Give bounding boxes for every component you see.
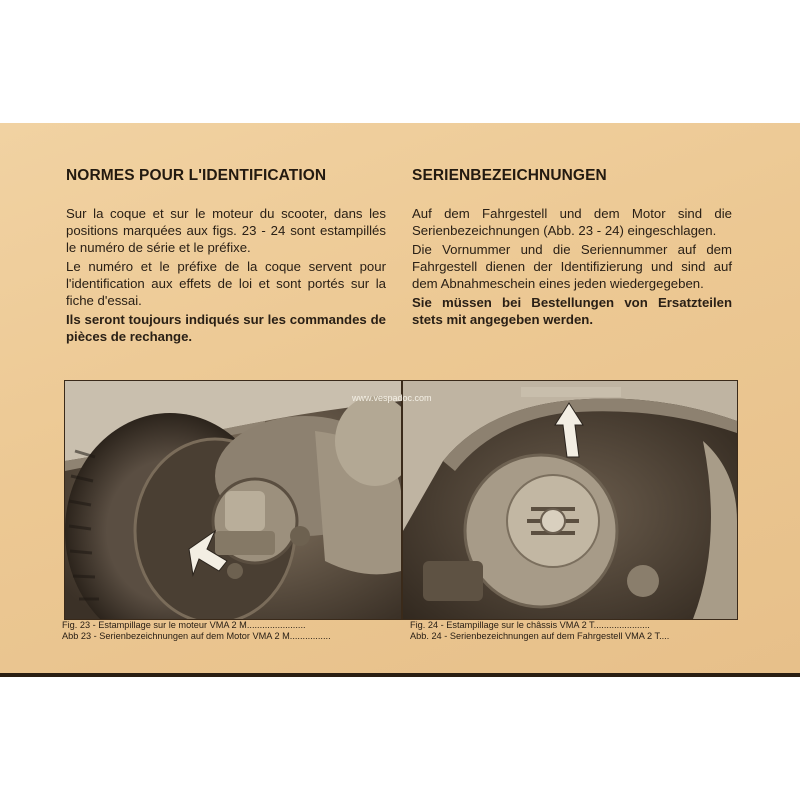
figure-23-engine-photo [64, 380, 402, 620]
figure-23-caption [62, 620, 392, 642]
watermark-text: www.vespadoc.com [352, 393, 432, 403]
engine-photo-image [65, 381, 401, 619]
figure-24-chassis-photo [402, 380, 738, 620]
left-bold-paragraph: Ils seront toujours indiqués sur les commandes de pièces de rechange. [66, 312, 386, 344]
right-bold-paragraph: Sie müssen bei Bestellungen von Ersatzteilen stets mit angegeben werden. [412, 295, 732, 327]
right-heading: SERIENBEZEICHNUNGEN [412, 167, 607, 184]
right-text-column [412, 205, 732, 330]
caption-23-german: Abb 23 - Serienbezeichnungen auf dem Motor VMA 2 M................ [62, 631, 331, 641]
caption-23-french: Fig. 23 - Estampillage sur le moteur VMA 2 M....................... [62, 620, 306, 630]
chassis-photo-image [403, 381, 737, 619]
left-paragraph-1: Sur la coque et sur le moteur du scooter, dans les positions marquées aux figs. 23 - 24 sont estampillés le numéro de série et le préfixe. [66, 206, 386, 255]
caption-24-french: Fig. 24 - Estampillage sur le châssis VMA 2 T...................... [410, 620, 650, 630]
figure-24-caption [410, 620, 740, 642]
page-shadow-edge [0, 673, 800, 677]
caption-24-german: Abb. 24 - Serienbezeichnungen auf dem Fahrgestell VMA 2 T.... [410, 631, 670, 641]
right-paragraph-2: Die Vornummer und die Seriennummer auf dem Fahrgestell dienen der Identifizierung und sind auf dem Abnahmeschein eines jeden wiedergegeben. [412, 242, 732, 291]
left-heading: NORMES POUR L'IDENTIFICATION [66, 167, 327, 184]
left-text-column [66, 205, 386, 347]
manual-page [0, 123, 800, 673]
left-paragraph-2: Le numéro et le préfixe de la coque servent pour l'identification aux effets de loi et sont portés sur la fiche d'essai. [66, 259, 386, 308]
right-paragraph-1: Auf dem Fahrgestell und dem Motor sind die Serienbezeichnungen (Abb. 23 - 24) eingeschlagen. [412, 206, 732, 238]
